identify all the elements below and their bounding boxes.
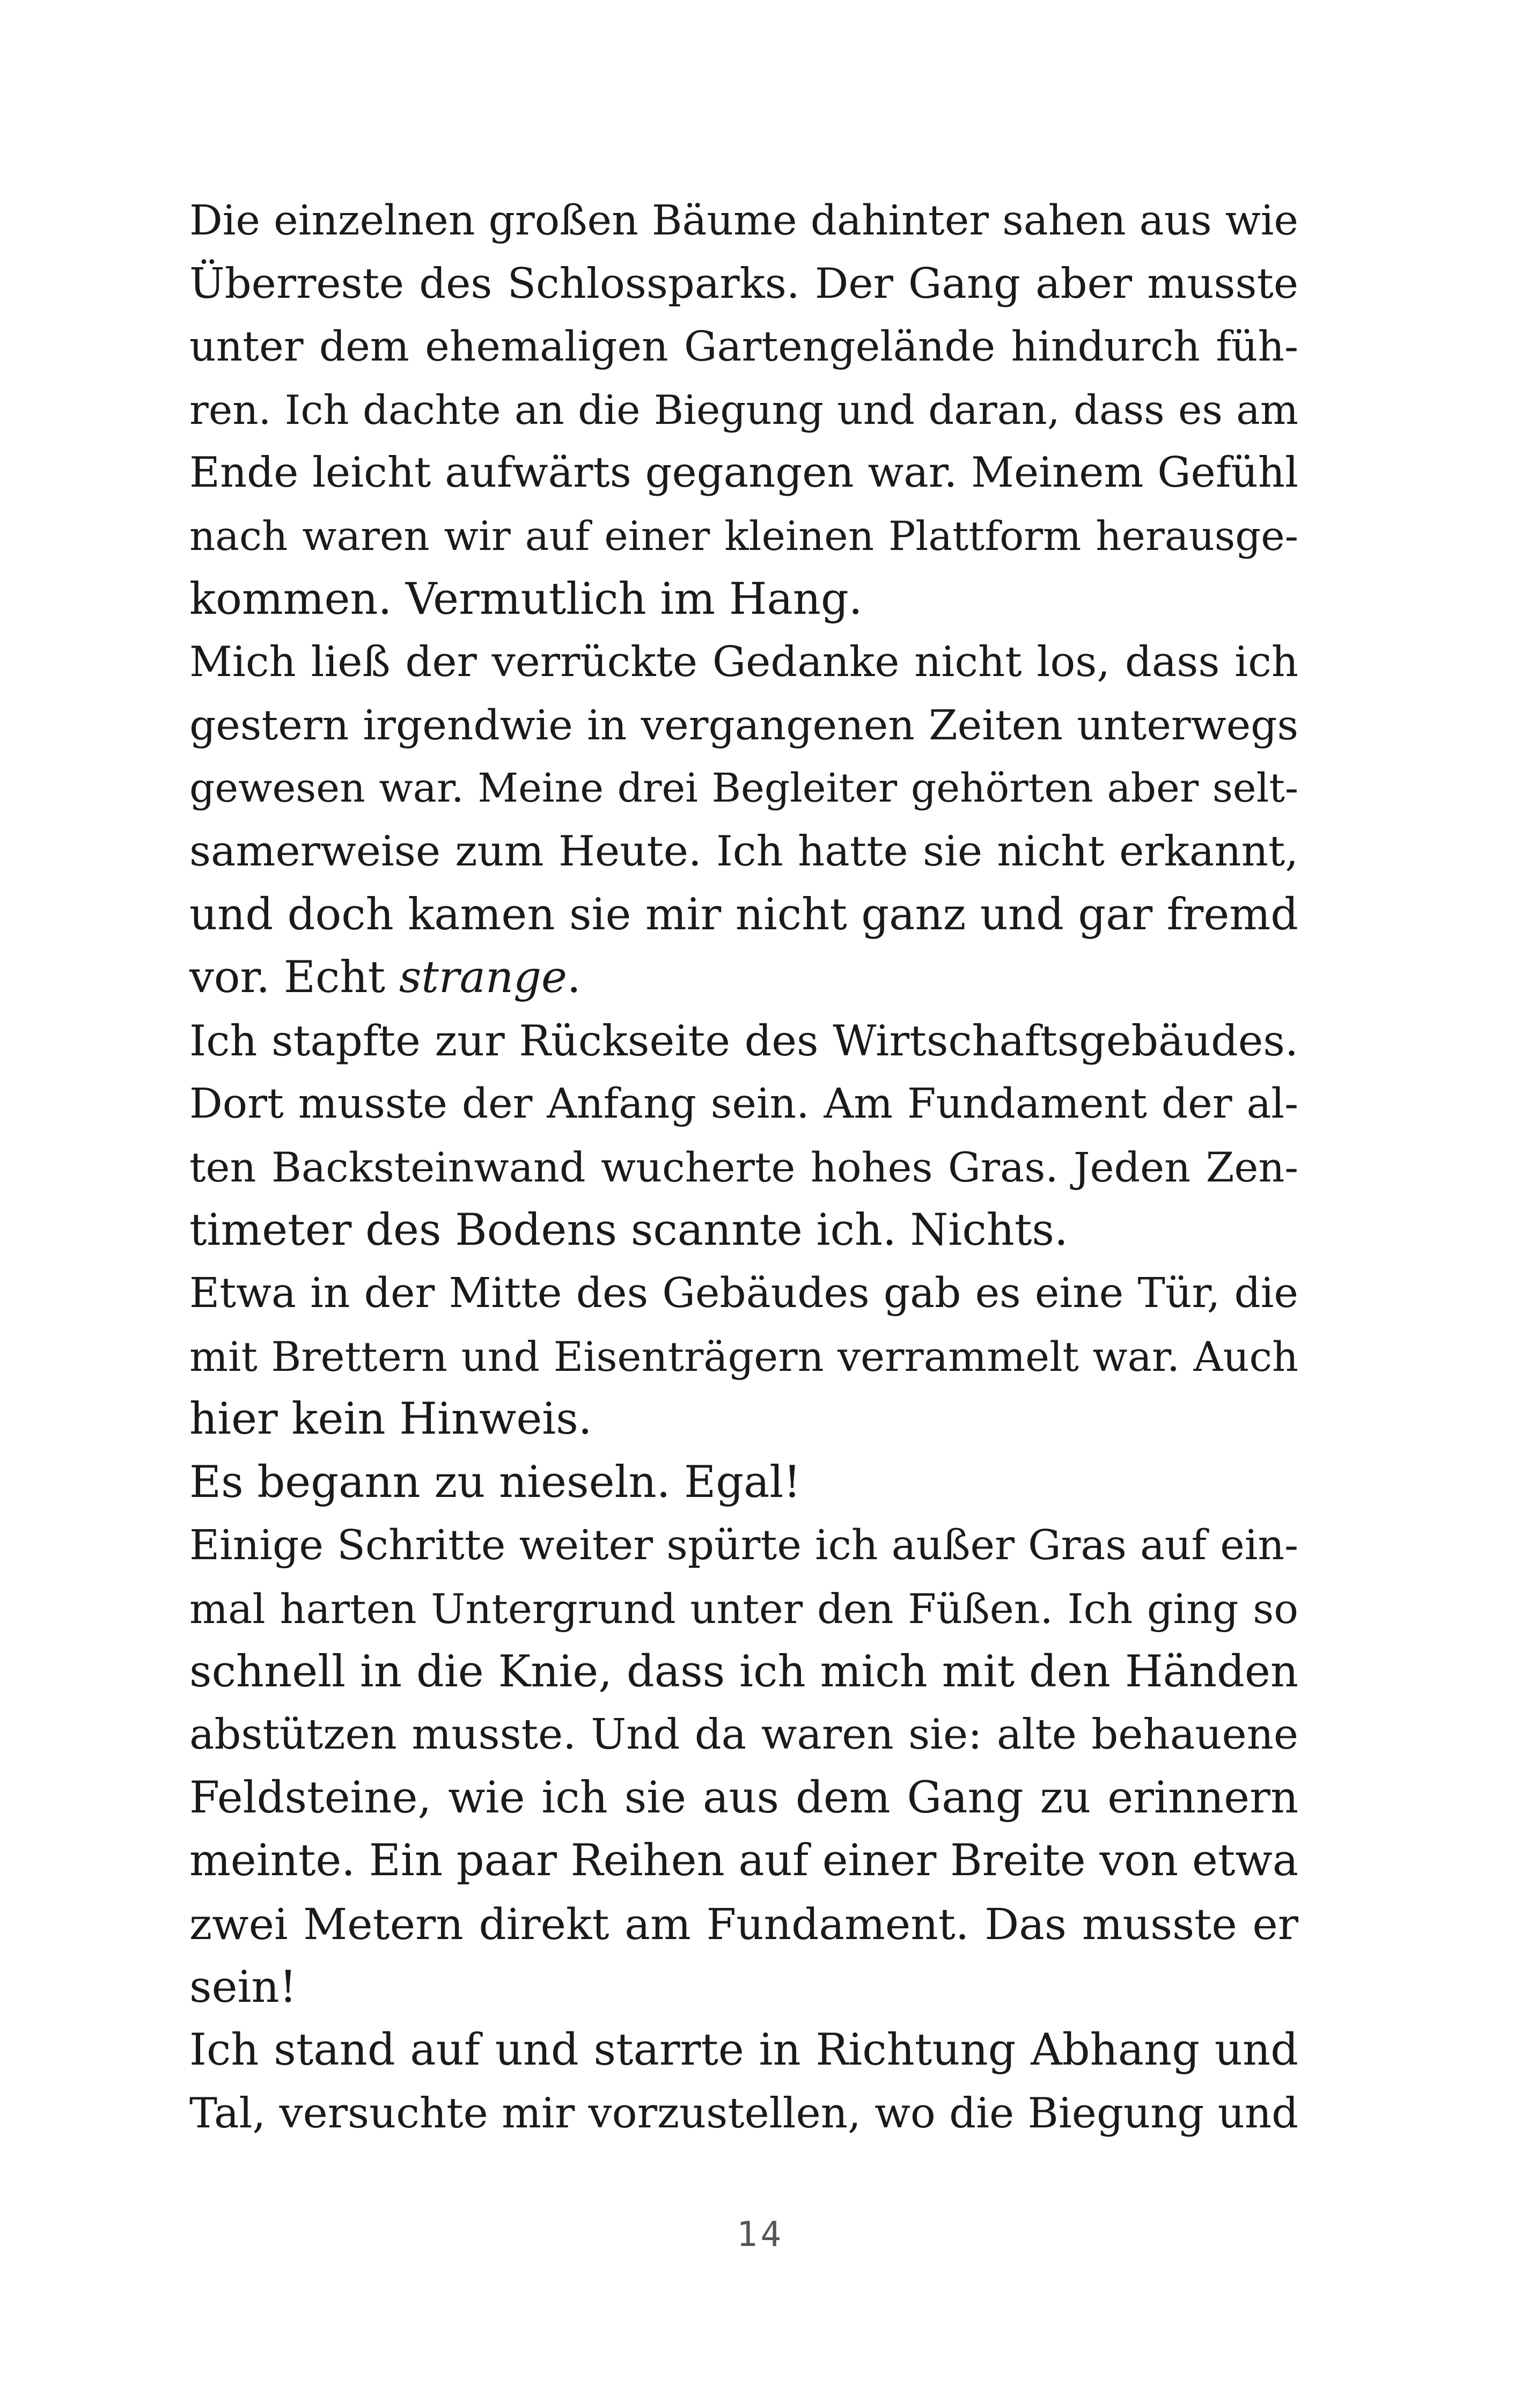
text-line: Überreste des Schlossparks. Der Gang aber musste — [189, 259, 1298, 308]
text-line: Einige Schritte weiter spürte ich außer Gras auf ein- — [189, 1522, 1298, 1570]
text-line: Mich ließ der verrückte Gedanke nicht los, dass ich — [189, 638, 1298, 687]
body-text — [189, 189, 1298, 2145]
page-number: 14 — [736, 2215, 785, 2255]
text-line: Tal, versuchte mir vorzustellen, wo die Biegung und — [189, 2089, 1298, 2138]
text-line: sein! — [189, 1962, 297, 2013]
text-line: mit Brettern und Eisenträgern verrammelt war. Auch — [189, 1332, 1298, 1381]
text-line: gewesen war. Meine drei Begleiter gehörten aber selt- — [189, 765, 1298, 812]
text-line: samerweise zum Heute. Ich hatte sie nicht erkannt, — [189, 827, 1298, 876]
text-line: gestern irgendwie in vergangenen Zeiten unterwegs — [189, 701, 1298, 750]
text-line: timeter des Bodens scannte ich. Nichts. — [189, 1205, 1068, 1256]
text-line: und doch kamen sie mir nicht ganz und gar fremd — [189, 889, 1298, 940]
text-line — [189, 946, 1298, 1010]
text-line: Dort musste der Anfang sein. Am Fundament der al- — [189, 1080, 1298, 1128]
text-run: vor. Echt — [189, 952, 399, 1003]
text-line: Die einzelnen großen Bäume dahinter sahen aus wie — [189, 197, 1298, 245]
text-line: hier kein Hinweis. — [189, 1394, 592, 1445]
text-line: meinte. Ein paar Reihen auf einer Breite von etwa — [189, 1836, 1298, 1886]
text-line: kommen. Vermutlich im Hang. — [189, 574, 863, 625]
text-line: abstützen musste. Und da waren sie: alte behauene — [189, 1710, 1298, 1759]
text-line: schnell in die Knie, dass ich mich mit den Händen — [189, 1646, 1298, 1697]
text-line: nach waren wir auf einer kleinen Plattform herausge- — [189, 512, 1298, 560]
emphasized-word: strange — [399, 952, 567, 1003]
text-line: Ich stand auf und starrte in Richtung Abhang und — [189, 2025, 1298, 2076]
text-line: unter dem ehemaligen Gartengelände hindurch füh- — [189, 323, 1298, 371]
text-line: Ich stapfte zur Rückseite des Wirtschaftsgebäudes. — [189, 1016, 1298, 1066]
text-line: Es begann zu nieseln. Egal! — [189, 1457, 801, 1508]
text-line: Etwa in der Mitte des Gebäudes gab es eine Tür, die — [189, 1269, 1298, 1318]
text-line: mal harten Untergrund unter den Füßen. Ich ging so — [189, 1585, 1298, 1633]
text-line: ten Backsteinwand wucherte hohes Gras. Jeden Zen- — [189, 1143, 1298, 1191]
text-line: Ende leicht aufwärts gegangen war. Meinem Gefühl — [189, 449, 1298, 497]
text-line: ren. Ich dachte an die Biegung und daran, dass es am — [189, 386, 1298, 434]
text-line: Feldsteine, wie ich sie aus dem Gang zu erinnern — [189, 1772, 1298, 1823]
text-line: zwei Metern direkt am Fundament. Das musste er — [189, 1899, 1298, 1950]
text-run: . — [567, 952, 581, 1003]
